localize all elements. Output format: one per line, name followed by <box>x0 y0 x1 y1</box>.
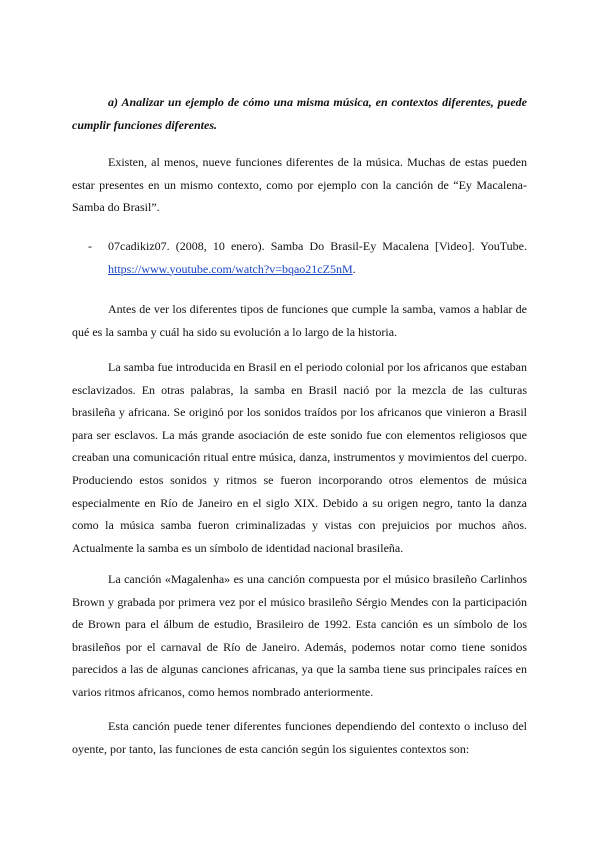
reference-bullet: - <box>88 239 92 253</box>
paragraph-intro: Existen, al menos, nueve funciones diferentes de la música. Muchas de estas pueden estar presentes en un mismo contexto, como por ejemplo con la canción de “Ey Macalena-Samba do Brasil”. <box>72 155 527 215</box>
reference-trailing-period: . <box>352 261 356 276</box>
reference-entry <box>72 235 527 280</box>
section-heading: a) Analizar un ejemplo de cómo una misma música, en contextos diferentes, puede cumplir funciones diferentes. <box>72 95 527 132</box>
reference-paragraph <box>108 235 527 280</box>
reference-citation: 07cadikiz07. (2008, 10 enero). Samba Do Brasil-Ey Macalena [Video]. YouTube. <box>108 239 527 253</box>
paragraph-samba-intro: Antes de ver los diferentes tipos de funciones que cumple la samba, vamos a hablar de qué es la samba y cuál ha sido su evolución a lo largo de la historia. <box>72 302 527 339</box>
paragraph-magalenha: La canción «Magalenha» es una canción compuesta por el músico brasileño Carlinhos Brown y grabada por primera vez por el músico brasileño Sérgio Mendes con la participación de Brown para el álbum de estudio, Brasileiro de 1992. Esta canción es un símbolo de los brasileños por el carnaval de Río de Janeiro. Además, podemos notar como tiene sonidos parecidos a las de algunas canciones africanas, ya que la samba tiene sus principales raíces en varios ritmos africanos, como hemos nombrado anteriormente. <box>72 572 527 699</box>
paragraph-samba-history: La samba fue introducida en Brasil en el periodo colonial por los africanos que estaban esclavizados. En otras palabras, la samba en Brasil nació por la mezcla de las culturas brasileña y africana. Se originó por los sonidos traídos por los africanos que vinieron a Brasil para ser esclavos. La más grande asociación de este sonido fue con elementos religiosos que creaban una comunicación ritual entre música, danza, instrumentos y movimientos del cuerpo. Produciendo estos sonidos y ritmos se fueron incorporando otros elementos de música especialmente en Río de Janeiro en el siglo XIX. Debido a su origen negro, tanto la danza como la música samba fueron criminalizadas y vistas con prejuicios por muchos años. Actualmente la samba es un símbolo de identidad nacional brasileña. <box>72 360 527 555</box>
reference-link[interactable]: https://www.youtube.com/watch?v=bqao21cZ5nM <box>108 261 353 276</box>
paragraph-functions: Esta canción puede tener diferentes funciones dependiendo del contexto o incluso del oyente, por tanto, las funciones de esta canción según los siguientes contextos son: <box>72 719 527 756</box>
